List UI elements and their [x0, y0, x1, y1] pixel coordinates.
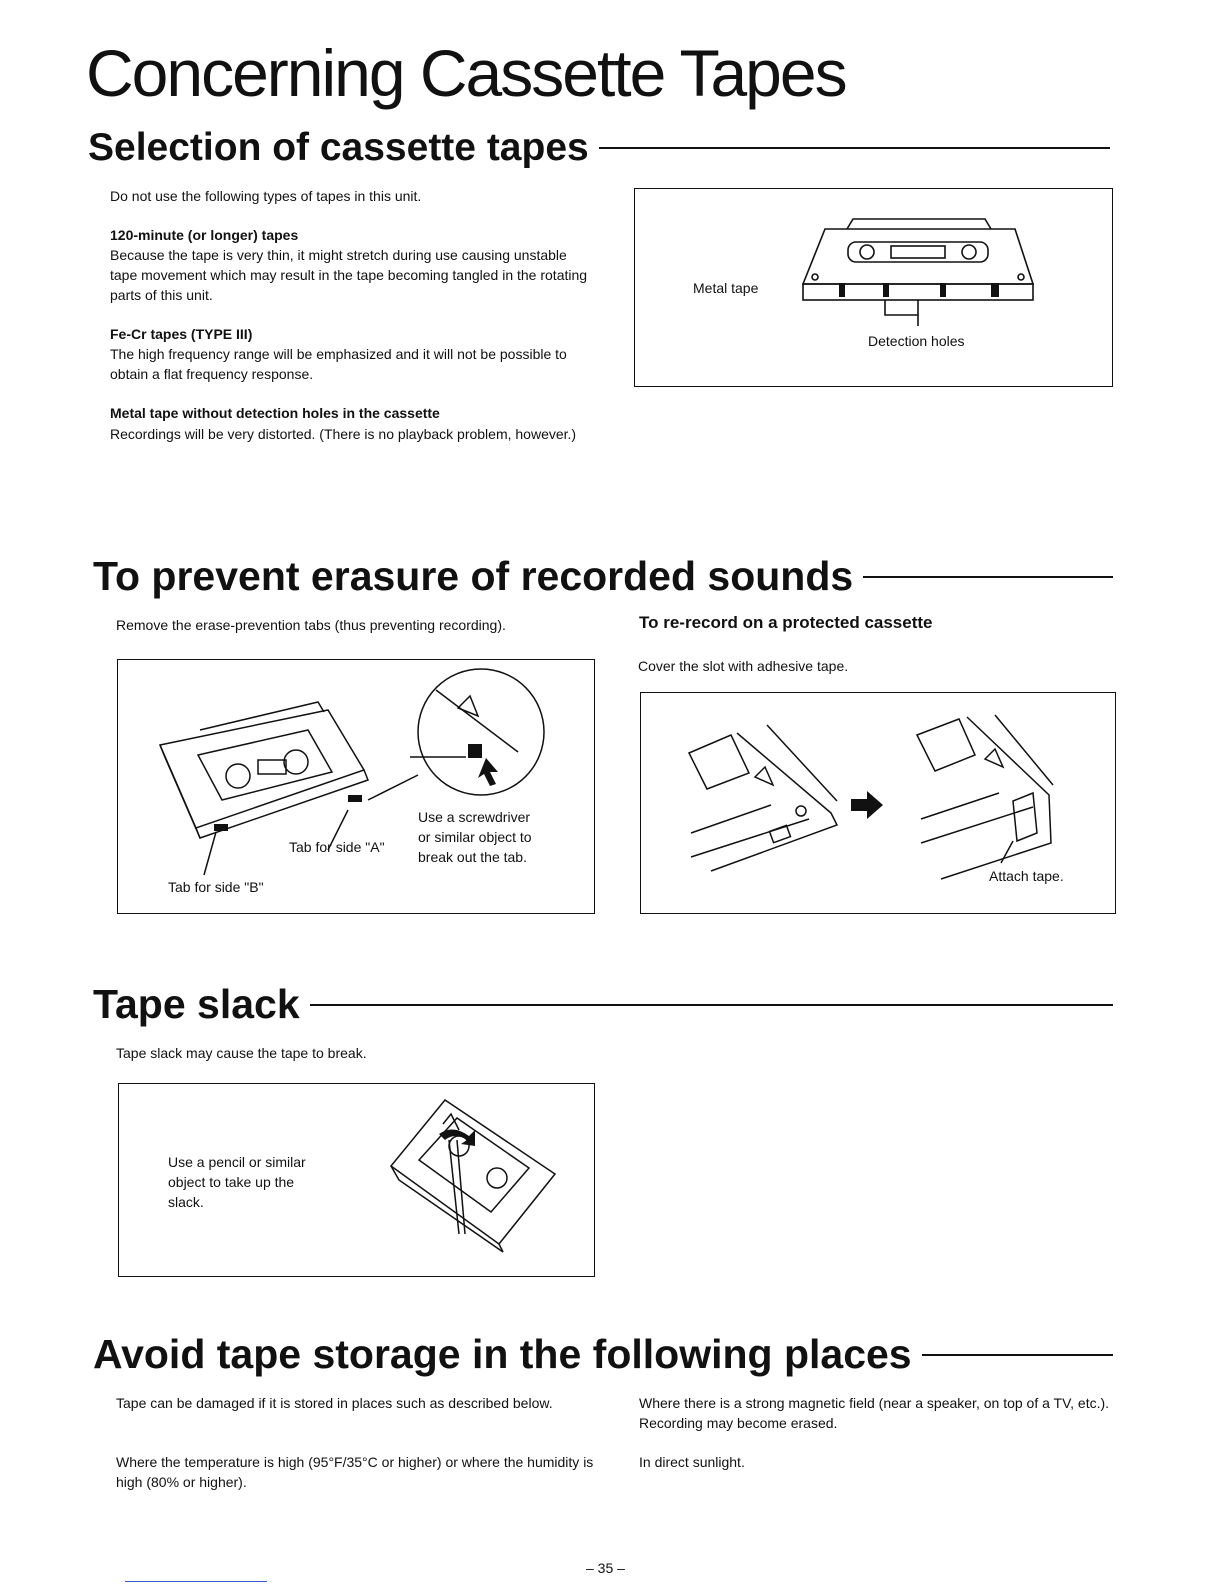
erasure-heading-text: To prevent erasure of recorded sounds [93, 553, 854, 599]
heading-rule [310, 1004, 1113, 1006]
page-number: – 35 – [586, 1560, 625, 1576]
erase-tab-figure [117, 659, 595, 914]
rerecord-title: To re-record on a protected cassette [639, 613, 933, 632]
arrow-right-icon [851, 791, 883, 819]
erasure-intro: Remove the erase-prevention tabs (thus preventing recording). [116, 617, 506, 633]
tab-a-label: Tab for side "A" [289, 839, 385, 855]
section-heading-slack [93, 981, 1113, 1027]
tape-slack-figure [118, 1083, 595, 1277]
selection-heading-text: Selection of cassette tapes [88, 126, 589, 169]
slack-line-1: Use a pencil or similar [168, 1154, 306, 1170]
item-title-fecr: Fe-Cr tapes (TYPE III) [110, 326, 253, 342]
attach-tape-label: Attach tape. [989, 868, 1064, 884]
slack-intro: Tape slack may cause the tape to break. [116, 1045, 367, 1061]
storage-left-1: Tape can be damaged if it is stored in places such as described below. [116, 1395, 553, 1411]
storage-left-2: Where the temperature is high (95°F/35°C or higher) or where the humidity is high (80% or higher). [116, 1454, 594, 1490]
section-heading-erasure [93, 553, 1113, 599]
slack-line-3: slack. [168, 1194, 204, 1210]
screwdriver-line-1: Use a screwdriver [418, 809, 531, 825]
screwdriver-line-2: or similar object to [418, 829, 532, 845]
section-heading-storage [93, 1331, 1113, 1377]
heading-rule [863, 576, 1113, 578]
item-body-120min: Because the tape is very thin, it might stretch during use causing unstable tape movement which may result in the tape becoming tangled in the rotating parts of this unit. [110, 247, 588, 303]
erase-tab-illustration [118, 660, 594, 913]
slack-line-2: object to take up the [168, 1174, 295, 1190]
storage-right-2: In direct sunlight. [639, 1454, 745, 1470]
item-body-fecr: The high frequency range will be emphasized and it will not be possible to obtain a flat frequency response. [110, 346, 567, 382]
footer-rule [125, 1581, 267, 1582]
item-body-metal: Recordings will be very distorted. (There is no playback problem, however.) [110, 426, 577, 442]
tab-b-label: Tab for side "B" [168, 879, 264, 895]
slack-heading-text: Tape slack [93, 981, 300, 1027]
page-title: Concerning Cassette Tapes [86, 36, 846, 110]
rerecord-body: Cover the slot with adhesive tape. [638, 658, 849, 674]
heading-rule [922, 1354, 1113, 1356]
item-title-metal: Metal tape without detection holes in the cassette [110, 405, 440, 421]
metal-tape-label: Metal tape [693, 280, 759, 296]
section-heading-selection [88, 128, 1110, 167]
item-title-120min: 120-minute (or longer) tapes [110, 227, 299, 243]
screwdriver-line-3: break out the tab. [418, 849, 527, 865]
metal-tape-figure [634, 188, 1113, 387]
heading-rule [599, 147, 1110, 149]
rerecord-figure [640, 692, 1116, 914]
storage-right-1: Where there is a strong magnetic field (near a speaker, on top of a TV, etc.). Recording may become erased. [639, 1395, 1110, 1431]
storage-heading-text: Avoid tape storage in the following places [93, 1331, 912, 1377]
detection-holes-label: Detection holes [868, 333, 965, 349]
selection-intro: Do not use the following types of tapes in this unit. [110, 188, 422, 204]
